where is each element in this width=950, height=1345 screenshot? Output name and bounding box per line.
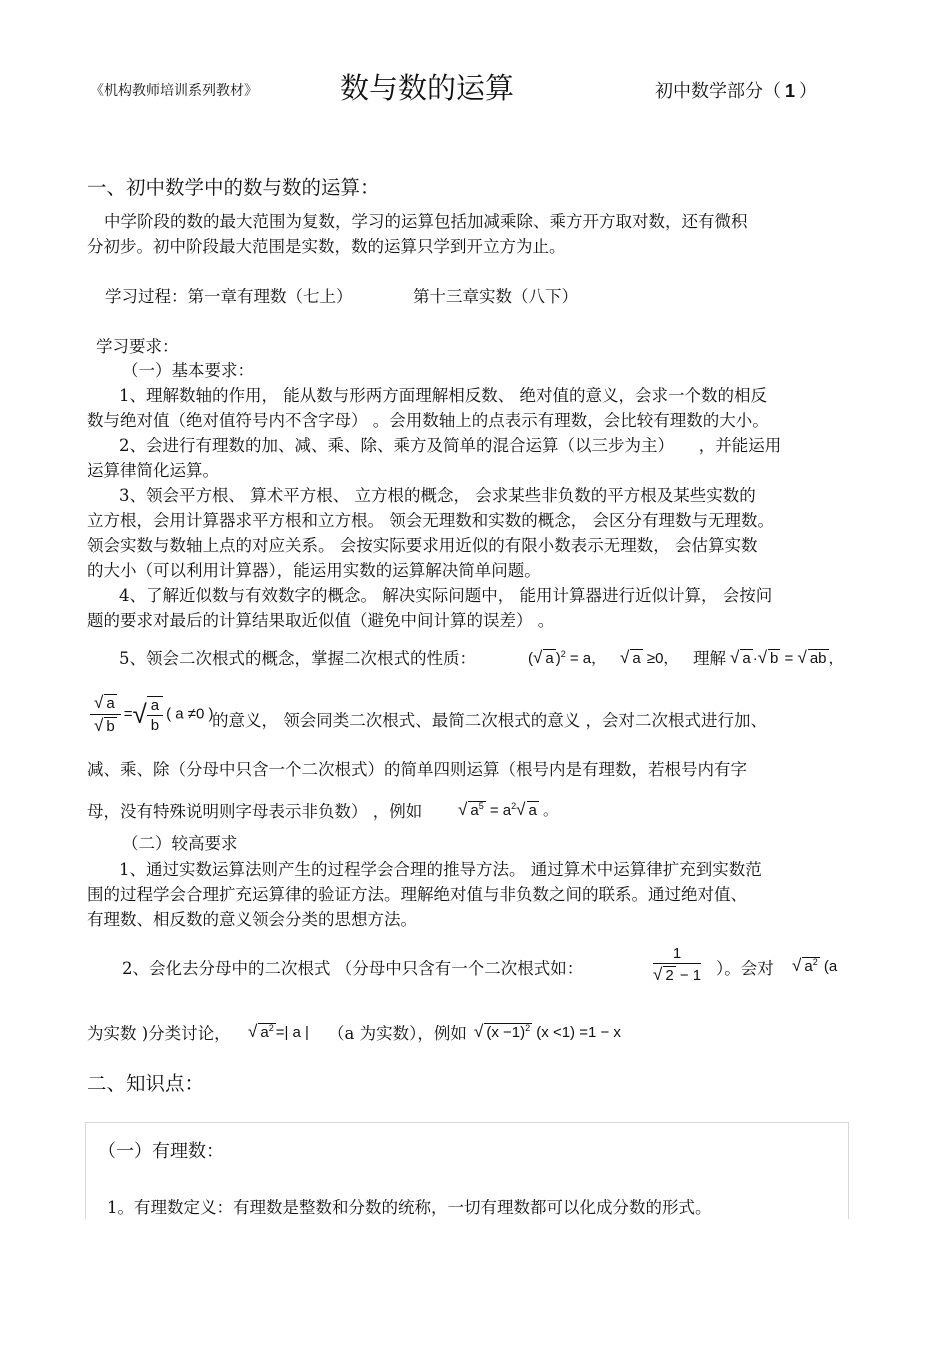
item5-understand: 理解 bbox=[693, 649, 726, 668]
box-title: （一）有理数： bbox=[98, 1141, 224, 1162]
basic-item-line: 领会实数与数轴上点的对应关系。 会按实际要求用近似的有限小数表示无理数， 会估算实数 bbox=[87, 536, 758, 555]
item5-text: 5、领会二次根式的概念，掌握二次根式的性质： bbox=[119, 649, 476, 668]
basic-item-line: 的大小（可以利用计算器），能运用实数的运算解决简单问题。 bbox=[87, 561, 541, 580]
requirements-label: 学习要求： bbox=[96, 337, 179, 356]
intro-line-2: 分初步。初中阶段最大范围是实数，数的运算只学到开立方为止。 bbox=[87, 237, 566, 256]
rationalize-example: $\frac{1}{√ 2 - 1}$ bbox=[653, 945, 702, 984]
section2-heading: 二、知识点： bbox=[87, 1072, 205, 1095]
last-line-text: 为实数 )分类讨论， bbox=[87, 1024, 231, 1043]
part-text: 初中数学部分（ bbox=[655, 81, 781, 102]
item5-formula-1: (√ a )$^2$ = a， bbox=[528, 648, 607, 667]
item5-formula-3: √ a ·√ b = √ ab ， bbox=[730, 648, 844, 667]
higher2-text: 2、会化去分母中的二次根式 （分母中只含有一个二次根式如： bbox=[122, 959, 584, 978]
higher-requirements-label: （二）较高要求 bbox=[122, 834, 238, 853]
intro-line-1: 中学阶段的数的最大范围为复数，学习的运算包括加减乘除、乘方开方取对数，还有微积 bbox=[104, 212, 748, 231]
example-text: 母，没有特殊说明则字母表示非负数） ，例如 bbox=[87, 802, 423, 821]
basic-item-line: 立方根，会用计算器求平方根和立方根。 领会无理数和实数的概念， 会区分有理数与无理数。 bbox=[87, 511, 774, 530]
higher-item-line: 围的过程学会合理扩充运算律的验证方法。理解绝对值与非负数之间的联系。通过绝对值、 bbox=[87, 885, 747, 904]
last-mid-text: （a 为实数），例如 bbox=[328, 1024, 467, 1043]
subtraction-line: 减、乘、除（分母中只含一个二次根式）的简单四则运算（根号内是有理数，若根号内有字 bbox=[87, 760, 747, 779]
higher-item-line: 1、通过实数运算法则产生的过程学会合理的推导方法。 通过算术中运算律扩充到实数范 bbox=[119, 860, 762, 879]
basic-requirements-label: （一）基本要求： bbox=[122, 361, 254, 380]
basic-item-line: 3、领会平方根、 算术平方根、 立方根的概念， 会求某些非负数的平方根及某些实数的 bbox=[119, 486, 756, 505]
basic-item-line: 运算律简化运算。 bbox=[87, 461, 219, 480]
fraction-text: 的意义， 领会同类二次根式、最简二次根式的意义 ，会对二次根式进行加、 bbox=[212, 711, 767, 730]
page-title: 数与数的运算 bbox=[340, 71, 515, 105]
basic-item-line: 2、会进行有理数的加、减、乘、除、乘方及简单的混合运算（以三步为主） ，并能运用 bbox=[119, 436, 782, 455]
rational-number-definition: 1。有理数定义：有理数是整数和分数的统称，一切有理数都可以化成分数的形式。 bbox=[107, 1198, 712, 1217]
process-label: 学习过程：第一章有理数（七上） bbox=[105, 287, 353, 306]
basic-item-line: 数与绝对值（绝对值符号内不含字母） 。会用数轴上的点表示有理数，会比较有理数的大小。 bbox=[87, 411, 769, 430]
basic-item-line: 题的要求对最后的计算结果取近似值（避免中间计算的误差） 。 bbox=[87, 611, 555, 630]
abs-value-formula: √ $a^2$ =| a | bbox=[248, 1022, 309, 1041]
example-formula-2: √ $(x -1)^2$ (x <1) =1 − x bbox=[474, 1022, 621, 1041]
basic-item-line: 1、理解数轴的作用， 能从数与形两方面理解相反数、 绝对值的意义，会求一个数的相反 bbox=[119, 386, 767, 405]
item5-formula-2: √ a ≥0， bbox=[620, 648, 679, 667]
higher-item-line: 有理数、相反数的意义领会分类的思想方法。 bbox=[87, 910, 417, 929]
basic-item-line: 4、了解近似数与有效数字的概念。 解决实际问题中， 能用计算器进行近似计算， 会按问 bbox=[119, 586, 773, 605]
sqrt-fraction-formula: $\frac{√ a}{√ b}$ =√ $\frac{a}{b}$ ( a ≠0 ) bbox=[87, 693, 214, 736]
higher2-after: ）。会对 bbox=[716, 959, 774, 978]
part-label bbox=[655, 77, 817, 103]
example-formula: √ $a^5 = a^2√$ a 。 bbox=[458, 800, 559, 819]
process-label-2: 第十三章实数（八下） bbox=[413, 287, 578, 306]
part-number: 1 bbox=[785, 81, 796, 101]
section1-heading: 一、初中数学中的数与数的运算： bbox=[87, 176, 380, 199]
series-title: 《机构教师培训系列教材》 bbox=[90, 83, 258, 99]
higher2-formula: √ $a^2$ (a bbox=[792, 956, 838, 975]
part-close: ） bbox=[799, 81, 818, 102]
